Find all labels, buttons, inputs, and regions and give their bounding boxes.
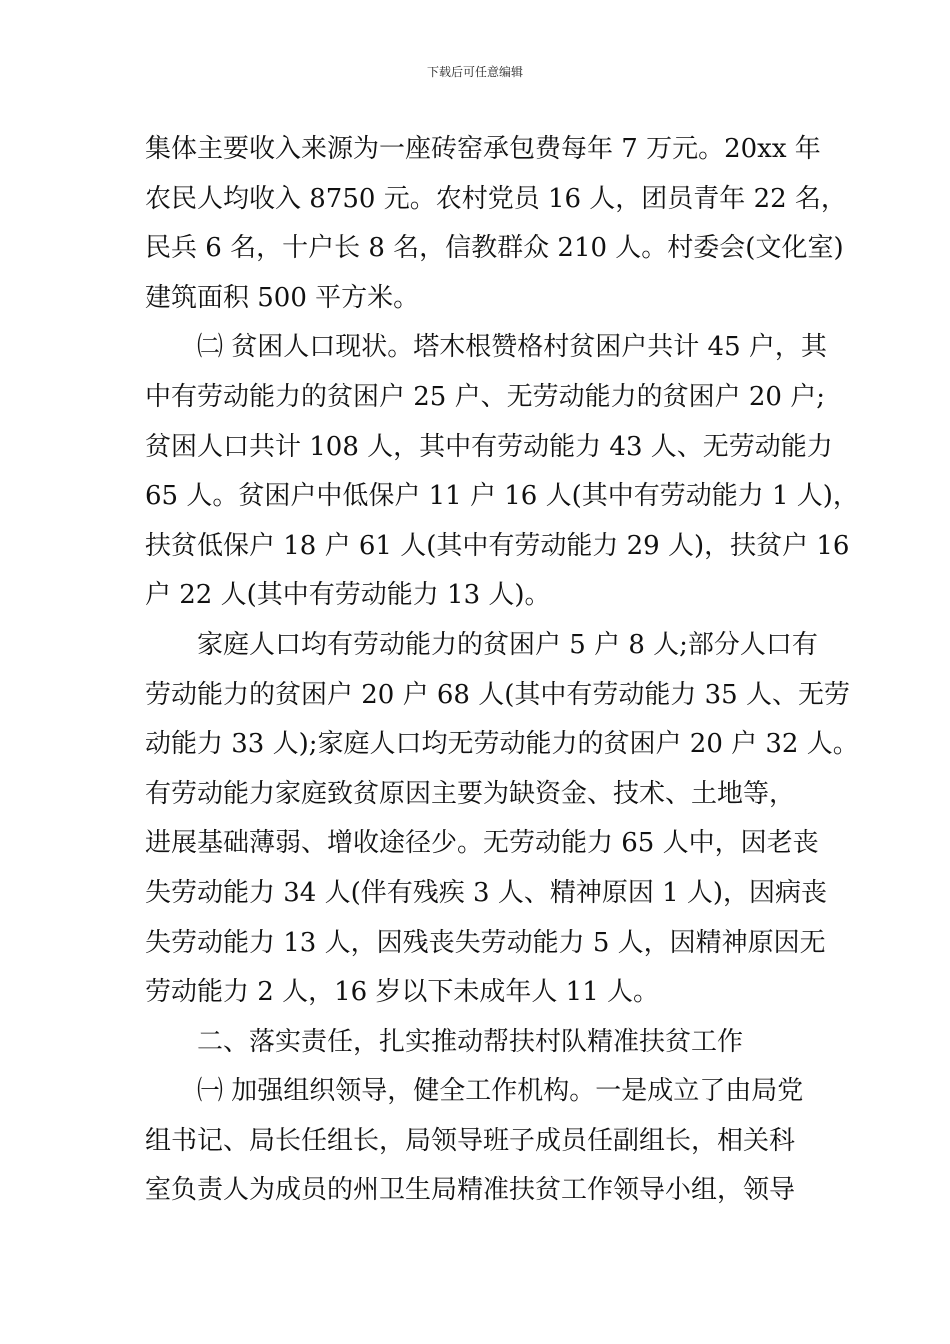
- text-line: 失劳动能力 34 人(伴有残疾 3 人、精神原因 1 人)，因病丧: [145, 877, 828, 908]
- text-line: 农民人均收入 8750 元。农村党员 16 人，团员青年 22 名，: [145, 183, 847, 214]
- text-line: 贫困人口共计 108 人，其中有劳动能力 43 人、无劳动能力: [145, 431, 833, 462]
- text-line: 建筑面积 500 平方米。: [145, 282, 420, 313]
- text-line: 进展基础薄弱、增收途径少。无劳动能力 65 人中，因老丧: [145, 828, 819, 859]
- page-header: 下载后可任意编辑: [426, 65, 523, 79]
- text-line: 劳动能力的贫困户 20 户 68 人(其中有劳动能力 35 人、无劳: [145, 679, 850, 710]
- text-line: 有劳动能力家庭致贫原因主要为缺资金、技术、土地等，: [145, 778, 796, 809]
- text-line: 集体主要收入来源为一座砖窑承包费每年 7 万元。20xx 年: [145, 134, 821, 164]
- text-line: 失劳动能力 13 人，因残丧失劳动能力 5 人，因精神原因无: [145, 927, 826, 958]
- text-line: ㈡ 贫困人口现状。塔木根赞格村贫困户共计 45 户，其: [197, 332, 827, 363]
- text-line: 民兵 6 名，十户长 8 名，信教群众 210 人。村委会(文化室): [145, 233, 844, 264]
- text-line: 劳动能力 2 人，16 岁以下未成年人 11 人。: [145, 977, 660, 1008]
- text-line: 中有劳动能力的贫困户 25 户、无劳动能力的贫困户 20 户;: [145, 381, 825, 412]
- text-line: 二、落实责任，扎实推动帮扶村队精准扶贫工作: [197, 1026, 744, 1057]
- text-line: 室负责人为成员的州卫生局精准扶贫工作领导小组，领导: [145, 1175, 796, 1206]
- document-body: [145, 125, 859, 1216]
- text-line: 65 人。贫困户中低保户 11 户 16 人(其中有劳动能力 1 人)，: [145, 481, 859, 512]
- text-line: 动能力 33 人);家庭人口均无劳动能力的贫困户 20 户 32 人。: [145, 729, 859, 760]
- text-line: 户 22 人(其中有劳动能力 13 人)。: [145, 580, 551, 611]
- text-line: 家庭人口均有劳动能力的贫困户 5 户 8 人;部分人口有: [197, 629, 818, 660]
- text-line: ㈠ 加强组织领导，健全工作机构。一是成立了由局党: [197, 1076, 804, 1107]
- text-line: 扶贫低保户 18 户 61 人(其中有劳动能力 29 人)，扶贫户 16: [145, 530, 850, 561]
- text-line: 组书记、局长任组长，局领导班子成员任副组长，相关科: [145, 1125, 796, 1156]
